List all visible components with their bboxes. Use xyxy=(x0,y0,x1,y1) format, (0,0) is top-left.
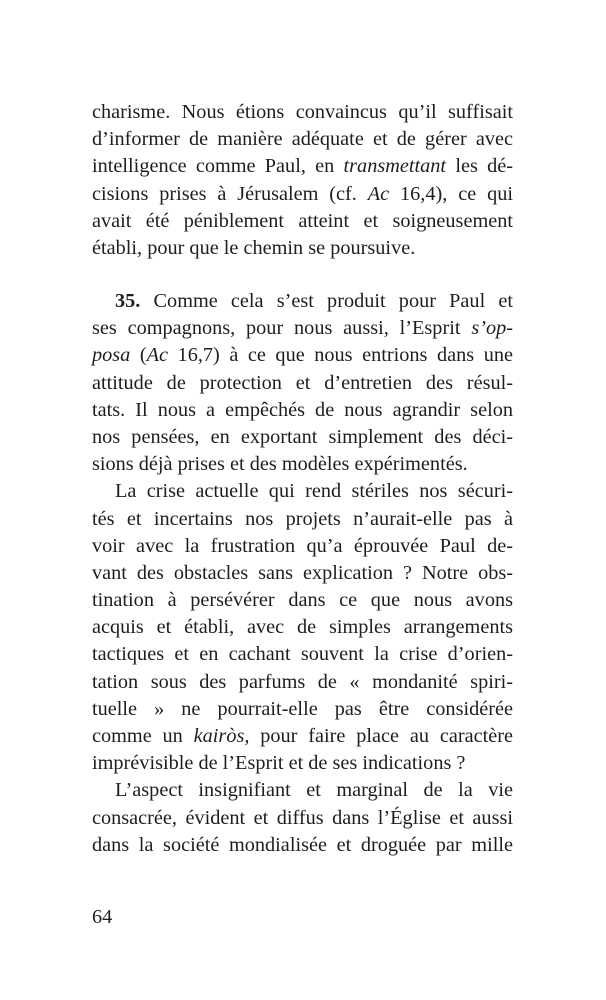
text-run: cisions prises à Jérusalem (cf. xyxy=(92,182,368,205)
italic-word: s’op- xyxy=(471,317,513,340)
text-run: comme un xyxy=(92,725,194,747)
text-line: sions déjà prises et des modèles expérimentés. xyxy=(92,453,468,476)
text-run: 16,7) à ce que nous entrions dans une xyxy=(168,344,513,367)
text-line: voir avec la frustration qu’a éprouvée Paul de- xyxy=(92,534,513,557)
text-line: acquis et établi, avec de simples arrangements xyxy=(92,616,513,639)
text-line: tactiques et en cachant souvent la crise d’orien- xyxy=(92,643,513,666)
text-line xyxy=(92,342,513,369)
text-line: d’informer de manière adéquate et de gérer avec xyxy=(92,128,513,151)
paragraph-continuation xyxy=(92,99,513,262)
text-run: ses compagnons, pour nous aussi, l’Esprit xyxy=(92,317,472,340)
text-line: tats. Il nous a empêchés de nous agrandir selon xyxy=(92,398,513,421)
text-line: dans la société mondialisée et droguée par mille xyxy=(92,833,513,856)
text-run: ( xyxy=(130,344,147,367)
text-line: nos pensées, en exportant simplement des déci- xyxy=(92,425,513,448)
text-line: établi, pour que le chemin se poursuive. xyxy=(92,236,416,259)
section-35 xyxy=(92,288,513,859)
text-line: tuelle » ne pourrait-elle pas être considérée xyxy=(92,697,513,720)
text-line: tation sous des parfums de « mondanité spiri- xyxy=(92,670,513,693)
text-line: tination à persévérer dans ce que nous avons xyxy=(92,589,513,612)
section-number: 35. xyxy=(115,290,141,312)
text-line: L’aspect insignifiant et marginal de la vie xyxy=(115,779,513,802)
italic-word: Ac xyxy=(146,344,169,367)
text-run: les dé- xyxy=(446,155,513,178)
italic-word: kairòs xyxy=(193,725,245,747)
text-line: attitude de protection et d’entretien des résul- xyxy=(92,371,513,394)
text-line: charisme. Nous étions convaincus qu’il suffisait xyxy=(92,101,513,123)
text-line xyxy=(92,153,513,180)
text-run: Comme cela s’est produit pour Paul et xyxy=(140,290,513,312)
italic-word: Ac xyxy=(367,182,390,205)
text-line xyxy=(92,288,513,315)
text-line xyxy=(92,723,513,750)
text-line: avait été péniblement atteint et soigneusement xyxy=(92,209,513,232)
text-line: tés et incertains nos projets n’aurait-elle pas à xyxy=(92,507,513,530)
text-run: , pour faire place au caractère xyxy=(244,725,513,747)
italic-word: posa xyxy=(92,344,131,367)
text-line xyxy=(92,181,513,208)
text-run: intelligence comme Paul, en xyxy=(92,155,344,178)
text-line: consacrée, évident et diffus dans l’Église et aussi xyxy=(92,806,513,829)
text-line: vant des obstacles sans explication ? Notre obs- xyxy=(92,561,513,584)
text-line xyxy=(92,315,513,342)
italic-word: transmettant xyxy=(343,155,447,178)
page-number: 64 xyxy=(92,906,113,928)
text-line: imprévisible de l’Esprit et de ses indications ? xyxy=(92,752,466,775)
text-run: 16,4), ce qui xyxy=(389,182,513,205)
text-line: La crise actuelle qui rend stériles nos sécuri- xyxy=(115,480,513,503)
